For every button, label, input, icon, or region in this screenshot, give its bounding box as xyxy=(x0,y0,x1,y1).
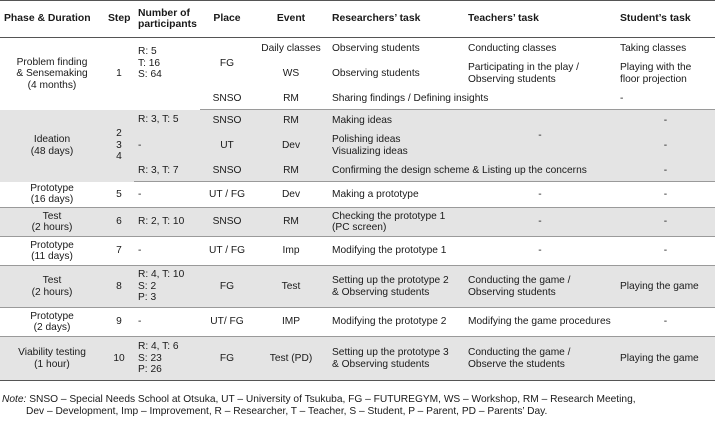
students-cell: - xyxy=(616,308,715,337)
phase-cell: Prototype (2 days) xyxy=(0,308,104,337)
participants-cell: R: 3, T: 5 xyxy=(134,110,200,131)
participants-cell: - xyxy=(134,237,200,266)
researchers-cell: Modifying the prototype 2 xyxy=(328,308,464,337)
students-cell: Taking classes xyxy=(620,42,687,54)
step-cell: 8 xyxy=(104,266,134,308)
place-cell: FG xyxy=(200,266,254,308)
table-row xyxy=(0,208,715,237)
participants-cell: R: 5 T: 16 S: 64 xyxy=(138,46,162,80)
researchers-cell: Making a prototype xyxy=(328,182,464,208)
researchers-cell: Setting up the prototype 3 & Observing students xyxy=(328,337,464,381)
event-cell: RM xyxy=(254,89,328,110)
event-cell: RM xyxy=(254,208,328,237)
note-line-2: Dev – Development, Imp – Improvement, R – Researcher, T – Teacher, S – Student, P – Parent, PD – Parents’ Day. xyxy=(26,406,548,417)
teachers-cell: - xyxy=(464,208,616,237)
place-cell: FG xyxy=(200,337,254,381)
step-cell: 10 xyxy=(104,337,134,381)
teachers-cell: Participating in the play / Observing students xyxy=(468,62,579,85)
phase-cell: Prototype (11 days) xyxy=(0,237,104,266)
teachers-cell: Conducting classes xyxy=(468,42,557,54)
phase-cell: Ideation (48 days) xyxy=(0,110,104,182)
event-cell: Imp xyxy=(254,237,328,266)
participants-cell: - xyxy=(134,131,200,161)
researchers-cell: Observing students xyxy=(332,42,420,54)
phase-cell: Test (2 hours) xyxy=(0,208,104,237)
teachers-cell: Conducting the game / Observing students xyxy=(464,266,616,308)
place-cell: SNSO xyxy=(200,208,254,237)
note-label: Note: xyxy=(2,394,27,405)
header-students: Student’s task xyxy=(616,1,715,38)
participants-cell: R: 4, T: 6 S: 23 P: 26 xyxy=(134,337,200,381)
table-row xyxy=(0,38,715,59)
place-cell: SNSO xyxy=(200,89,254,110)
participants-cell: - xyxy=(134,308,200,337)
phase-cell: Test (2 hours) xyxy=(0,266,104,308)
place-cell: SNSO xyxy=(200,110,254,131)
event-cell: WS xyxy=(282,67,300,79)
teachers-cell: Conducting the game / Observe the students xyxy=(464,337,616,381)
researchers-cell: Confirming the design scheme & Listing up the concerns xyxy=(328,161,616,182)
header-place: Place xyxy=(200,1,254,38)
phase-cell: Viability testing (1 hour) xyxy=(0,337,104,381)
event-cell: IMP xyxy=(254,308,328,337)
students-cell: Playing the game xyxy=(616,266,715,308)
participants-cell: R: 4, T: 10 S: 2 P: 3 xyxy=(134,266,200,308)
place-cell: FG xyxy=(219,57,235,69)
teachers-cell: Modifying the game procedures xyxy=(464,308,616,337)
students-cell: Playing the game xyxy=(616,337,715,381)
place-cell: SNSO xyxy=(200,161,254,182)
event-cell: Daily classes xyxy=(261,42,321,54)
place-cell: UT/ FG xyxy=(200,308,254,337)
table-row xyxy=(0,337,715,381)
researchers-cell: Making ideas xyxy=(328,110,464,131)
header-row xyxy=(0,1,715,38)
table-row xyxy=(0,266,715,308)
students-cell: - xyxy=(616,182,715,208)
event-cell: RM xyxy=(254,161,328,182)
place-cell: UT / FG xyxy=(200,237,254,266)
participants-cell: - xyxy=(134,182,200,208)
table-row xyxy=(0,237,715,266)
participants-cell: R: 3, T: 7 xyxy=(134,161,200,182)
header-researchers: Researchers’ task xyxy=(328,1,464,38)
researchers-cell: Modifying the prototype 1 xyxy=(328,237,464,266)
header-participants: Number of participants xyxy=(134,1,200,38)
event-cell: Dev xyxy=(254,131,328,161)
event-cell: Dev xyxy=(254,182,328,208)
place-cell: UT / FG xyxy=(200,182,254,208)
step-cell: 1 xyxy=(116,68,122,79)
step-cell: 5 xyxy=(104,182,134,208)
phase-cell: Prototype (16 days) xyxy=(0,182,104,208)
event-cell: RM xyxy=(254,110,328,131)
event-cell: Test (PD) xyxy=(254,337,328,381)
students-cell: - xyxy=(616,237,715,266)
place-cell: UT xyxy=(200,131,254,161)
step-cell: 2 3 4 xyxy=(104,110,134,182)
step-cell: 7 xyxy=(104,237,134,266)
students-cell: - xyxy=(616,110,715,131)
event-cell: Test xyxy=(254,266,328,308)
step-cell: 6 xyxy=(104,208,134,237)
teachers-cell: - xyxy=(464,110,616,161)
students-cell: - xyxy=(616,89,715,110)
students-cell: - xyxy=(616,208,715,237)
teachers-cell: - xyxy=(464,237,616,266)
students-cell: Playing with the floor projection xyxy=(620,62,692,85)
students-cell: - xyxy=(616,131,715,161)
researchers-cell: Observing students xyxy=(332,67,420,79)
table-row xyxy=(0,308,715,337)
students-cell: - xyxy=(616,161,715,182)
researchers-cell: Setting up the prototype 2 & Observing students xyxy=(328,266,464,308)
header-phase: Phase & Duration xyxy=(0,1,104,38)
researchers-cell: Polishing ideas Visualizing ideas xyxy=(328,131,464,161)
table-note xyxy=(2,394,714,418)
step-cell: 9 xyxy=(104,308,134,337)
participants-cell: R: 2, T: 10 xyxy=(134,208,200,237)
researchers-cell: Sharing findings / Defining insights xyxy=(328,89,616,110)
table-row xyxy=(0,110,715,131)
teachers-cell: - xyxy=(464,182,616,208)
header-teachers: Teachers’ task xyxy=(464,1,616,38)
header-event: Event xyxy=(254,1,328,38)
header-step: Step xyxy=(104,1,134,38)
note-line-1: SNSO – Special Needs School at Otsuka, UT – University of Tsukuba, FG – FUTUREGYM, WS – Workshop, RM – Research Meeting, xyxy=(26,394,636,405)
researchers-cell: Checking the prototype 1 (PC screen) xyxy=(328,208,464,237)
phase-cell: Problem finding & Sensemaking (4 months) xyxy=(16,56,88,91)
table-row xyxy=(0,182,715,208)
